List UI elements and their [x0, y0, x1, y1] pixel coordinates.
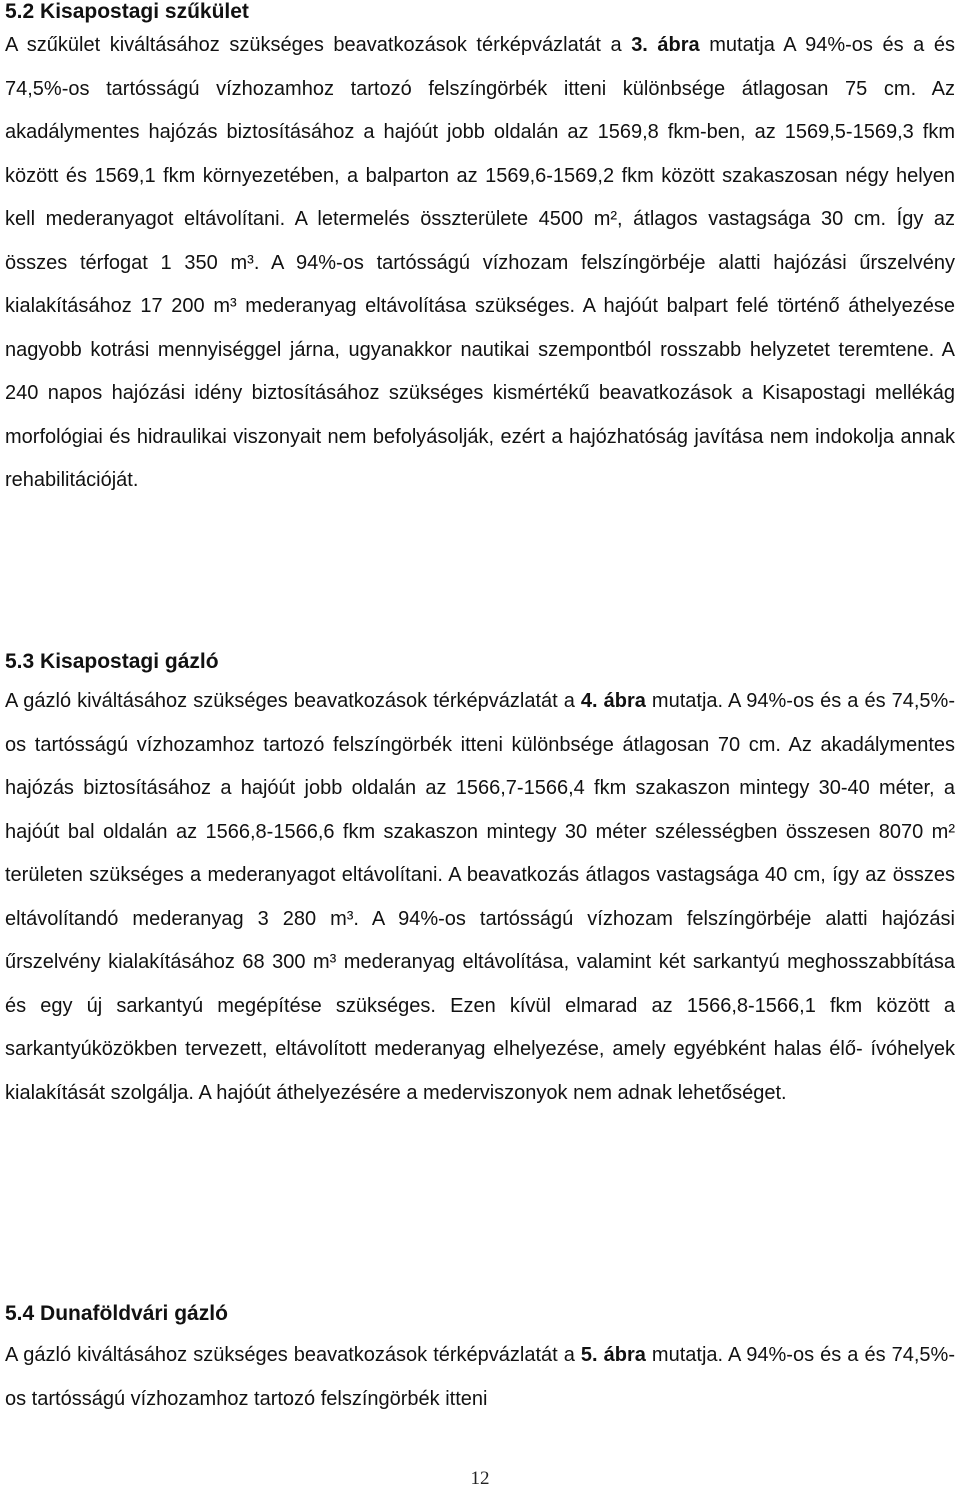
section-heading-5-4: [5, 1302, 228, 1326]
section-number: 5.2: [5, 0, 35, 23]
paragraph-intro: A gázló kiváltásához szükséges beavatkozások térképvázlatát a: [5, 690, 581, 712]
figure-reference: 5. ábra: [580, 1344, 646, 1366]
section-title: Kisapostagi szűkület: [40, 0, 249, 23]
section-paragraph-5-3: [5, 680, 955, 1115]
section-title: Dunaföldvári gázló: [40, 1302, 228, 1325]
section-paragraph-5-4: [5, 1334, 955, 1421]
section-heading-5-3: [5, 650, 219, 674]
section-number: 5.4: [5, 1302, 35, 1325]
paragraph-intro: A gázló kiváltásához szükséges beavatkozások térképvázlatát a: [5, 1344, 581, 1366]
paragraph-body: mutatja A 94%-os és a és 74,5%-os tartósságú vízhozamhoz tartozó felszíngörbék itteni különbsége átlagosan 75 cm. Az akadálymentes hajózás biztosításához a hajóút jobb oldalán az 1569,8 fkm-ben, az 1569,5-1569,3 fkm között és 1569,1 fkm környezetében, a balparton az 1569,6-1569,2 fkm között szakaszosan négy helyen kell mederanyagot eltávolítani. A letermelés összterülete 4500 m², átlagos vastagsága 30 cm. Így az összes térfogat 1 350 m³. A 94%-os tartósságú vízhozam felszíngörbéje alatti hajózási űrszelvény kialakításához 17 200 m³ mederanyag eltávolítása szükséges. A hajóút balpart felé történő áthelyezése nagyobb kotrási mennyiséggel járna, ugyanakkor nautikai szempontból rosszabb helyzetet teremtene. A 240 napos hajózási idény biztosításához szükséges kismértékű beavatkozások a Kisapostagi mellékág morfológiai és hidraulikai viszonyait nem befolyásolják, ezért a hajózhatóság javítása nem indokolja annak rehabilitációját.: [5, 34, 955, 491]
paragraph-body: mutatja. A 94%-os és a és 74,5%-os tartósságú vízhozamhoz tartozó felszíngörbék itteni különbsége átlagosan 70 cm. Az akadálymentes hajózás biztosításához a hajóút jobb oldalán az 1566,7-1566,4 fkm szakaszon mintegy 30-40 méter, a hajóút bal oldalán az 1566,8-1566,6 fkm szakaszon mintegy 30 méter szélességben összesen 8070 m² területen szükséges a mederanyagot eltávolítani. A beavatkozás átlagos vastagsága 40 cm, így az összes eltávolítandó mederanyag 3 280 m³. A 94%-os tartósságú vízhozam felszíngörbéje alatti hajózási űrszelvény kialakításához 68 300 m³ mederanyag eltávolítása, valamint két sarkantyú meghosszabbítása és egy új sarkantyú megépítése szükséges. Ezen kívül elmarad az 1566,8-1566,1 fkm között a sarkantyúközökben tervezett, eltávolított mederanyag elhelyezése, amely egyébként halas élő- ívóhelyek kialakítását szolgálja. A hajóút áthelyezésére a mederviszonyok nem adnak lehetőséget.: [5, 690, 955, 1104]
paragraph-body: mutatja. A 94%-os és a és 74,5%-os tartósságú vízhozamhoz tartozó felszíngörbék itteni: [5, 1344, 955, 1410]
figure-reference: 4. ábra: [580, 690, 646, 712]
section-paragraph-5-2: [5, 24, 955, 503]
paragraph-intro: A szűkület kiváltásához szükséges beavatkozások térképvázlatát a: [5, 34, 632, 56]
page-number: 12: [470, 1468, 490, 1489]
figure-reference: 3. ábra: [631, 34, 700, 56]
section-number: 5.3: [5, 650, 35, 673]
section-title: Kisapostagi gázló: [40, 650, 219, 673]
section-heading-5-2: [5, 0, 249, 24]
